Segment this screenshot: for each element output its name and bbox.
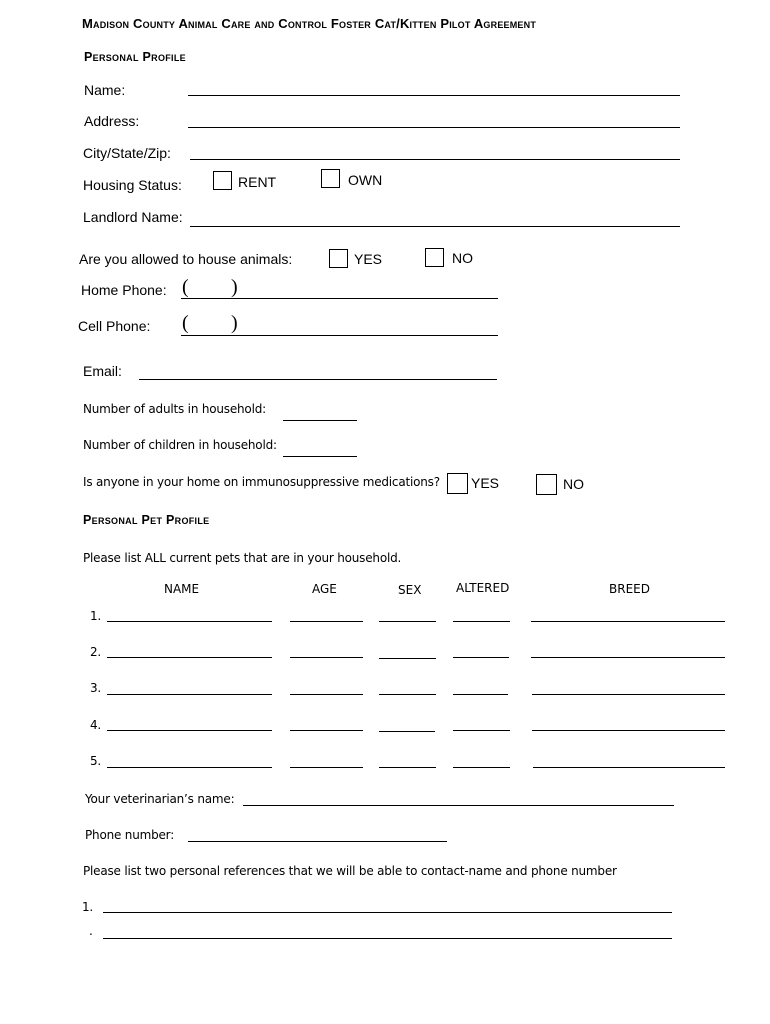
- pet-name-field[interactable]: [107, 767, 272, 768]
- column-header-age: AGE: [312, 582, 337, 596]
- pet-row-number: 3.: [90, 681, 102, 695]
- rent-checkbox[interactable]: [213, 171, 232, 190]
- email-field[interactable]: [139, 379, 497, 380]
- pet-row-number: 4.: [90, 718, 102, 732]
- city-state-zip-field[interactable]: [190, 159, 680, 160]
- pet-altered-field[interactable]: [453, 657, 509, 658]
- column-header-altered: ALTERED: [456, 581, 510, 595]
- rent-label: RENT: [238, 174, 277, 190]
- pet-breed-field[interactable]: [532, 730, 725, 731]
- pet-breed-field[interactable]: [533, 767, 725, 768]
- cell-phone-area-close: ): [231, 312, 238, 334]
- pet-row-number: 5.: [90, 754, 102, 768]
- immuno-no-checkbox[interactable]: [536, 474, 557, 495]
- pet-breed-field[interactable]: [532, 694, 725, 695]
- address-field[interactable]: [188, 127, 680, 128]
- vet-phone-field[interactable]: [188, 841, 447, 842]
- home-phone-area-open: (: [182, 276, 189, 298]
- reference-field[interactable]: [103, 912, 672, 913]
- reference-row-number: .: [89, 924, 93, 938]
- pet-sex-field[interactable]: [379, 767, 436, 768]
- pet-name-field[interactable]: [107, 694, 272, 695]
- pets-instruction: Please list ALL current pets that are in your household.: [83, 551, 402, 565]
- pet-sex-field[interactable]: [379, 731, 435, 732]
- references-instruction: Please list two personal references that we will be able to contact-name and phone number: [83, 864, 617, 878]
- allowed-yes-checkbox[interactable]: [329, 249, 348, 268]
- pet-sex-field[interactable]: [379, 621, 436, 622]
- column-header-sex: SEX: [398, 583, 422, 597]
- pet-sex-field[interactable]: [379, 658, 436, 659]
- pet-altered-field[interactable]: [453, 730, 510, 731]
- home-phone-label: Home Phone:: [81, 282, 167, 298]
- section-heading-pet-profile: Personal Pet Profile: [83, 513, 210, 527]
- column-header-breed: BREED: [609, 582, 650, 596]
- name-field[interactable]: [188, 95, 680, 96]
- address-label: Address:: [84, 113, 140, 129]
- adults-count-field[interactable]: [283, 420, 357, 421]
- immuno-no-label: NO: [563, 476, 584, 492]
- cell-phone-field[interactable]: [181, 335, 498, 336]
- pet-name-field[interactable]: [107, 621, 272, 622]
- form-title: Madison County Animal Care and Control Foster Cat/Kitten Pilot Agreement: [82, 16, 537, 31]
- pet-age-field[interactable]: [290, 767, 363, 768]
- immunosuppressive-label: Is anyone in your home on immunosuppressive medications?: [83, 475, 440, 489]
- children-count-label: Number of children in household:: [83, 438, 277, 452]
- reference-row-number: 1.: [82, 900, 94, 914]
- housing-status-label: Housing Status:: [83, 177, 182, 193]
- section-heading-personal-profile: Personal Profile: [84, 50, 186, 64]
- veterinarian-name-field[interactable]: [243, 805, 674, 806]
- immuno-yes-label: YES: [471, 475, 500, 491]
- pet-age-field[interactable]: [290, 657, 363, 658]
- adults-count-label: Number of adults in household:: [83, 402, 266, 416]
- children-count-field[interactable]: [283, 456, 357, 457]
- home-phone-field[interactable]: [181, 298, 498, 299]
- home-phone-area-close: ): [231, 276, 238, 298]
- landlord-name-label: Landlord Name:: [83, 209, 183, 225]
- pet-row-number: 1.: [90, 609, 102, 623]
- allowed-animals-label: Are you allowed to house animals:: [79, 251, 293, 267]
- pet-breed-field[interactable]: [531, 621, 725, 622]
- pet-row-number: 2.: [90, 645, 102, 659]
- city-state-zip-label: City/State/Zip:: [83, 145, 171, 161]
- pet-altered-field[interactable]: [453, 694, 508, 695]
- immuno-yes-checkbox[interactable]: [447, 473, 468, 494]
- allowed-no-checkbox[interactable]: [425, 248, 444, 267]
- cell-phone-area-open: (: [182, 312, 189, 334]
- vet-phone-label: Phone number:: [85, 828, 175, 842]
- pet-breed-field[interactable]: [531, 657, 725, 658]
- pet-name-field[interactable]: [107, 730, 272, 731]
- cell-phone-label: Cell Phone:: [78, 318, 151, 334]
- veterinarian-name-label: Your veterinarian’s name:: [85, 792, 235, 806]
- pet-name-field[interactable]: [107, 657, 272, 658]
- landlord-name-field[interactable]: [190, 226, 680, 227]
- pet-age-field[interactable]: [290, 694, 363, 695]
- pet-altered-field[interactable]: [453, 621, 510, 622]
- pet-age-field[interactable]: [290, 730, 363, 731]
- pet-age-field[interactable]: [290, 621, 363, 622]
- allowed-no-label: NO: [452, 250, 473, 266]
- own-label: OWN: [348, 172, 383, 188]
- email-label: Email:: [83, 363, 122, 379]
- name-label: Name:: [84, 82, 126, 98]
- pet-altered-field[interactable]: [453, 767, 510, 768]
- own-checkbox[interactable]: [321, 169, 340, 188]
- column-header-name: NAME: [164, 582, 200, 596]
- allowed-yes-label: YES: [354, 251, 383, 267]
- pet-sex-field[interactable]: [379, 694, 436, 695]
- reference-field[interactable]: [103, 938, 672, 939]
